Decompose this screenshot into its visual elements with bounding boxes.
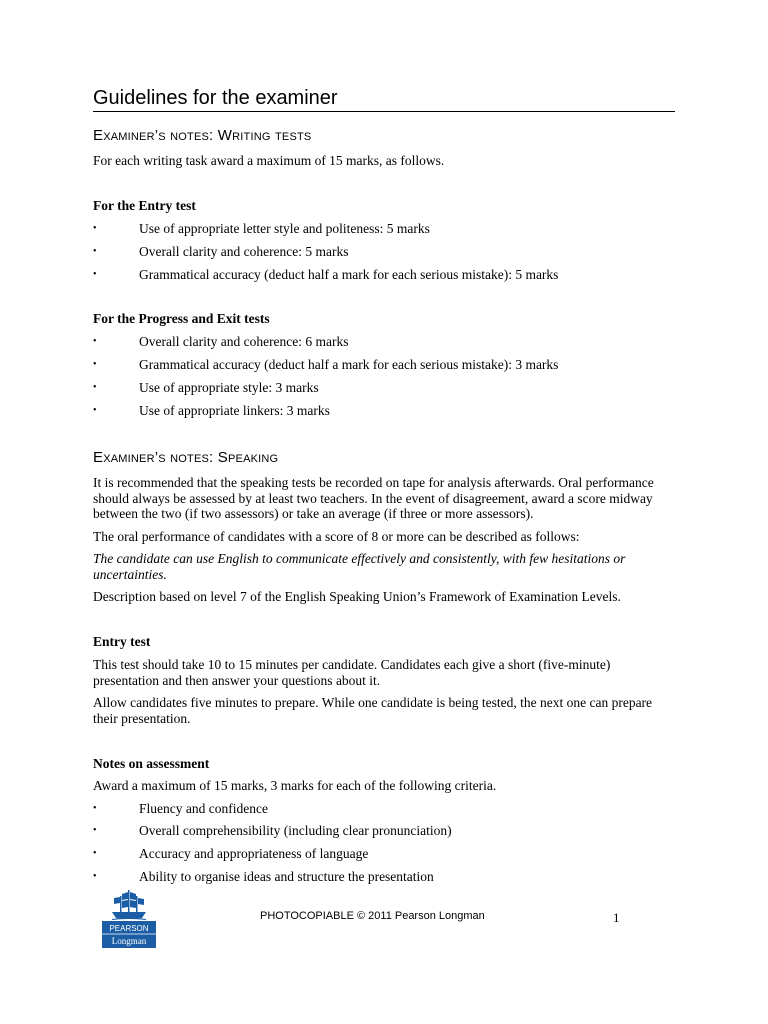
page-number: 1 xyxy=(613,910,620,925)
bullet-icon: • xyxy=(93,359,97,370)
speaking-section-heading: Examiner’s notes: Speaking xyxy=(93,449,279,466)
page-title: Guidelines for the examiner xyxy=(93,87,338,109)
assessment-intro: Award a maximum of 15 marks, 3 marks for each of the following criteria. xyxy=(93,778,497,793)
speaking-paragraph: This test should take 10 to 15 minutes per candidate. Candidates each give a short (five-minute) presentation and then answer your questions about it. xyxy=(93,657,611,688)
speaking-paragraph: Description based on level 7 of the English Speaking Union’s Framework of Examination Levels. xyxy=(93,589,621,604)
assessment-heading: Notes on assessment xyxy=(93,756,210,771)
writing-section-heading: Examiner’s notes: Writing tests xyxy=(93,127,312,144)
logo-wordmark-bottom: Longman xyxy=(111,936,147,946)
speaking-paragraph: Allow candidates five minutes to prepare. While one candidate is being tested, the next one can prepare their presentation. xyxy=(93,695,653,726)
bullet-icon: • xyxy=(93,871,97,882)
title-underline xyxy=(93,111,675,112)
bullet-icon: • xyxy=(93,336,97,347)
bullet-icon: • xyxy=(93,803,97,814)
writing-intro: For each writing task award a maximum of 15 marks, as follows. xyxy=(93,153,445,168)
bullet-icon: • xyxy=(93,223,97,234)
bullet-icon: • xyxy=(93,405,97,416)
speaking-paragraph: It is recommended that the speaking tests be recorded on tape for analysis afterwards. Oral performance should always be assessed by at least two teachers. In the event of disagreement, award a score midway between the two (if two assessors) or take an average (if three or more assessors). xyxy=(93,475,654,521)
logo-wordmark-top: PEARSON xyxy=(109,924,149,933)
bullet-icon: • xyxy=(93,848,97,859)
speaking-entry-heading: Entry test xyxy=(93,634,151,649)
writing-progress-heading: For the Progress and Exit tests xyxy=(93,311,270,326)
ship-icon xyxy=(112,890,146,920)
bullet-icon: • xyxy=(93,269,97,280)
footer-copyright: PHOTOCOPIABLE © 2011 Pearson Longman xyxy=(260,910,485,922)
speaking-paragraph: The oral performance of candidates with a score of 8 or more can be described as follows: xyxy=(93,529,580,544)
bullet-icon: • xyxy=(93,825,97,836)
writing-entry-heading: For the Entry test xyxy=(93,198,196,213)
bullet-icon: • xyxy=(93,382,97,393)
bullet-icon: • xyxy=(93,246,97,257)
speaking-descriptor: The candidate can use English to communicate effectively and consistently, with few hesitations or uncertainties. xyxy=(93,551,626,582)
pearson-longman-logo xyxy=(102,888,156,948)
